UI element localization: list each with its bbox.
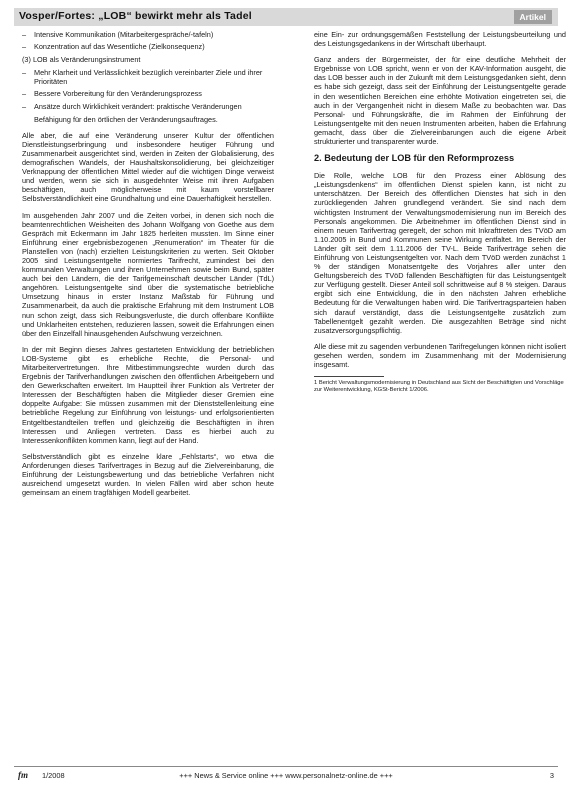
- list-item: – Bessere Vorbereitung für den Veränderungsprozess: [22, 89, 274, 98]
- list-item: – Konzentration auf das Wesentliche (Zielkonsequenz): [22, 42, 274, 51]
- footer-website-text: +++ News & Service online +++ www.personalnetz-online.de +++: [179, 771, 393, 780]
- right-column: [314, 30, 566, 401]
- list-item: – Mehr Klarheit und Verlässlichkeit bezüglich vereinbarter Ziele und ihrer Prioritäten: [22, 68, 274, 86]
- bullet-list-2: [22, 68, 274, 110]
- list-item: – Intensive Kommunikation (Mitarbeitergespräche/-tafeln): [22, 30, 274, 39]
- section-heading: 2. Bedeutung der LOB für den Reformprozess: [314, 153, 515, 164]
- paragraph: Alle diese mit zu sagenden verbundenen Tarifregelungen können nicht isoliert gesehen werden, sondern im Zusammenhang mit der Modernisierung insgesamt.: [314, 341, 566, 369]
- issue-number: 1/2008: [42, 771, 65, 780]
- footnote: 1 Bericht Verwaltungsmodernisierung in Deutschland aus Sicht der Beschäftigten und Vorschläge zur Weiterentwicklung, KGSt-Bericht 1/2006.: [314, 380, 564, 394]
- bullet-list-1: [22, 30, 274, 51]
- list-item: – Ansätze durch Wirklichkeit verändert: praktische Veränderungen: [22, 102, 274, 111]
- page-header: [14, 8, 558, 26]
- numbered-heading: (3) LOB als Veränderungsinstrument: [22, 55, 141, 65]
- paragraph: Ganz anders der Bürgermeister, der für eine deutliche Mehrheit der Ergebnisse von LOB spricht, wenn er von der KAV-Information ausgeht, die das LOB besser auch in der Zukunft mit dem Leistungsgedanken sieht, denn es habe sich gezeigt, dass seit der Einführung der Leistungsentgelte gerade in den wesentlichen Bereichen eine erhöhte Motivation eingetreten sei, die auch in der Vergangenheit nicht in diesem Maße zu beobachten war. Das Personal- und Führungskräfte, die im Rahmen der Einführung der Leistungsentgelte mit den neuen Instrumenten arbeiten, haben die Erfahrung gemacht, dass über die Zielvereinbarungen auch die eigene Arbeit strukturierter und transparenter wurde.: [314, 55, 566, 147]
- paragraph: In der mit Beginn dieses Jahres gestarteten Entwicklung der betrieblichen LOB-Systeme gibt es erhebliche Rechte, die Personal- und Mitarbeitervertretungen. Ihre Mitbestimmungsrechte wurden durch das Ergebnis der Tarifverhandlungen zwischen den öffentlichen Arbeitgebern und den Gewerkschaften erweitert. Im Hauptteil ihrer Funktion als Vertreter der Interessen der Beschäftigten haben die Mitglieder dieser Gremien eine doppelte Aufgabe: Sie müssen zusammen mit der Dienststellenleitung eine betriebliche Regelung zur Einführung von leistungs- und erfolgsorientierten Entgeltbestandteilen treffen und gleichzeitig die Beschäftigten in ihren Interessen und Anliegen vertreten. Dass es hierbei auch zu Interessenkonflikten kommen kann, liegt auf der Hand.: [22, 344, 274, 445]
- left-column: [22, 30, 274, 504]
- publisher-logo: fm: [18, 770, 28, 780]
- section-badge: Artikel: [514, 10, 552, 24]
- indented-line: Befähigung für den örtlichen der Veränderungsauftrages.: [34, 114, 218, 124]
- paragraph: Alle aber, die auf eine Veränderung unserer Kultur der öffentlichen Dienstleistungserbringung und insbesondere heutiger Führung und Zusammenarbeit ausgerichtet sind, werden in Zeiten der Globalisierung, des demografischen Wandels, der Haushaltskonsolidierung, bei gleichzeitiger Verknappung der öffentlichen Mittel wieder auf die wichtigen Dinge verweist und werden, wenn sie sich in ausgedehnter Weise mit ihren Aufgaben beschäftigen, auch möglicherweise mit kaum vorstellbarer Selbstverständlichkeit eine Grundhaltung und eine Dauerhaftigkeit herstellen.: [22, 130, 274, 204]
- page-footer: [14, 766, 558, 781]
- paragraph: Die Rolle, welche LOB für den Prozess einer Ablösung des „Leistungsdenkens“ im öffentlichen Dienst spielen kann, ist nicht zu unterschätzen. Der Bereich des öffentlichen Dienstes hat sich in den zurückliegenden Jahren grundlegend verändert. Sie sind nach dem wichtigsten Instrument der Verwaltungsmodernisierung nun im Bereich des Personals angekommen. Die Arbeitnehmer im öffentlichen Dienst sind in einem neuen Tarifvertrag geregelt, der schon mit Inkrafttreten des TVöD am 1.10.2005 in Bund und Kommunen seine Wirkung entfaltet. Im Bereich der Länder gilt seit dem 1.11.2006 der TV-L. Beide Tarifverträge sehen die Einführung von Leistungsentgelten vor. Nach dem TVöD werden zunächst 1 % der ständigen Monatsentgelte des Vorjahres aller unter den Geltungsbereich des TVöD fallenden Beschäftigten für das Leistungsentgelt zur Verfügung gestellt. Dieser Anteil soll schrittweise auf 8 % steigen. Daraus ergibt sich eine Entwicklung, die in den nächsten Jahren erhebliche Bedeutung für die Verwaltungen haben wird. Die Tarifvertragsparteien haben sich darauf verständigt, dass die Leistungsentgelte zusätzlich zum Tabellenentgelt gezahlt werden. Die ausgezahlten Beträge sind nicht zusatzversorgungspflichtig.: [314, 171, 566, 335]
- paragraph: Im ausgehenden Jahr 2007 und die Zeiten vorbei, in denen sich noch die beamtenrechtlichen Weisheiten des Johann Wolfgang von Goethe aus dem Gespräch mit Eckermann im Jahr 1825 herleiten mussten. Im Sinne einer Einführung einer ergebnisbezogenen „Renumeration“ im Theater für die Planstellen von (nach) erzielten Leistungskriterien zu werten. Seit Oktober 2005 sind Leistungsentgelte normiertes Tarifrecht, zumindest bei den kommunalen Verwaltungen und ihren Unternehmen sowie beim Bund, später auch bei den Ländern, die der Tarifgemeinschaft deutscher Länder (TdL) angehören. Leistungsentgelte sind über die systematische betriebliche Umsetzung hinaus in erster Instanz Maßstab für Führung und Zusammenarbeit, da auch die praktische Erfahrung mit dem Instrument LOB nun schon zeigt, dass sich Reibungsverluste, die durch offenbare Konflikte und Unklarheiten entstehen, reduzieren lassen, soweit die Erfahrungen einen über den Einzelfall hinausgehenden Aufschwung verzeichnen.: [22, 210, 274, 338]
- page-number: 3: [549, 771, 554, 780]
- article-title: Vosper/Fortes: „LOB“ bewirkt mehr als Tadel: [19, 10, 252, 22]
- paragraph: eine Ein- zur ordnungsgemäßen Feststellung der Leistungsbeurteilung und des Leistungsgedankens in der Wirtschaft überhaupt.: [314, 30, 566, 49]
- paragraph: Selbstverständlich gibt es einzelne klare „Fehlstarts“, wo etwa die Anforderungen dieses Tarifvertrages in Bezug auf die Zielvereinbarung, die Einführung der Leistungsbewertung und das betriebliche Verfahren nicht ausreichend umgesetzt wurden. In vielen Fällen wird aber schon heute gemeinsam an einem tragfähigen Modell gearbeitet.: [22, 451, 274, 498]
- footnote-divider: [314, 376, 384, 377]
